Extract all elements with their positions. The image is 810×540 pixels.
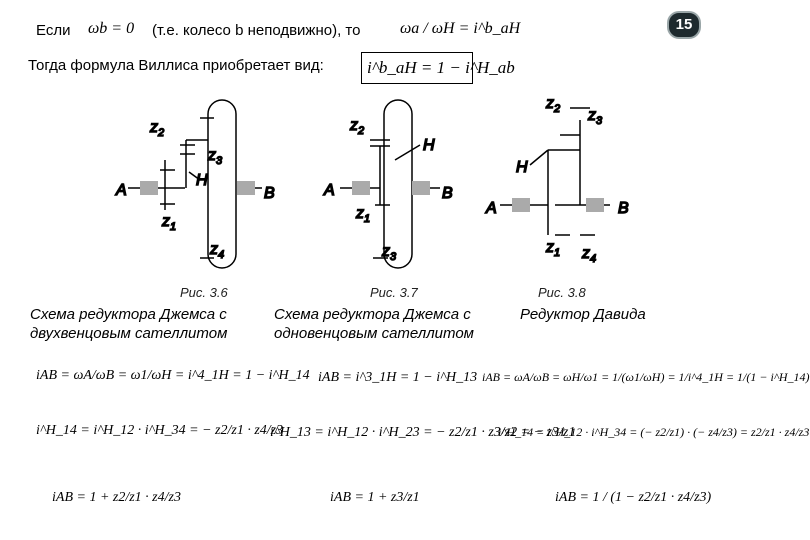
condition-note: (т.е. колесо b неподвижно), то [152,22,361,39]
figure-caption-2: Рис. 3.7 [370,285,418,300]
figure-caption-1: Рис. 3.6 [180,285,228,300]
label-h-3: H [516,159,528,176]
label-a-2: A [324,182,335,199]
label-z1-2: $z_1$ [356,205,371,225]
formula-3-3: iAB = 1 / (1 − z2/z1 · z4/z3) [555,490,712,505]
scheme-james-two-crown [128,100,262,268]
formula-2-1: iAB = i^3_1H = 1 − i^H_13 [318,370,478,385]
label-z1-3: $z_1$ [546,239,561,259]
formula-1-2: i^H_14 = i^H_12 · i^H_34 = − z2/z1 · z4/z3 [36,423,284,438]
label-z1-1: $z_1$ [162,213,177,233]
label-a-1: A [116,182,127,199]
scheme-description-1: Схема редуктора Джемса с двухвенцовым сателлитом [30,306,228,342]
willis-formula: i^b_aH = 1 − i^H_ab [367,58,515,77]
ratio-formula: ωa / ωH = i^b_aH [400,20,521,37]
label-h-1: H [196,172,208,189]
label-b-1: B [264,185,275,202]
label-z2-3: $z_2$ [546,95,561,115]
scheme-description-3: Редуктор Давида [520,306,646,323]
label-b-2: B [442,185,453,202]
label-z3-2: $z_3$ [382,243,397,263]
scheme-description-2: Схема редуктора Джемса с одновенцовым сателлитом [274,306,474,342]
condition-formula: ωb = 0 [88,20,135,37]
label-b-3: B [618,200,629,217]
formula-3-1: iAB = ωA/ωB = ωH/ω1 = 1/(ω1/ωH) = 1/i^4_1H = 1/(1 − i^H_14) [482,370,810,384]
label-z4-1: $z_4$ [210,241,225,261]
willis-intro: Тогда формула Виллиса приобретает вид: [28,57,324,74]
label-z4-3: $z_4$ [582,245,597,265]
formula-2-2: i^H_13 = i^H_12 · i^H_23 = − z2/z1 · z3/z2 = − z3/z1 [270,425,576,440]
figure-caption-3: Рис. 3.8 [538,285,586,300]
slide-number-badge: 15 [667,11,701,39]
label-z3-1: $z_3$ [208,147,223,167]
formula-2-3: iAB = 1 + z3/z1 [330,490,420,505]
label-a-3: A [486,200,497,217]
label-z2-2: $z_2$ [350,117,365,137]
label-z2-1: $z_2$ [150,119,165,139]
formula-1-1: iAB = ωA/ωB = ω1/ωH = i^4_1H = 1 − i^H_14 [36,368,310,383]
label-h-2: H [423,137,435,154]
if-word: Если [36,22,71,39]
formula-3-2: i^H_14 = i^H_12 · i^H_34 = (− z2/z1) · (− z4/z3) = z2/z1 · z4/z3 [498,425,810,439]
formula-1-3: iAB = 1 + z2/z1 · z4/z3 [52,490,181,505]
label-z3-3: $z_3$ [588,107,603,127]
